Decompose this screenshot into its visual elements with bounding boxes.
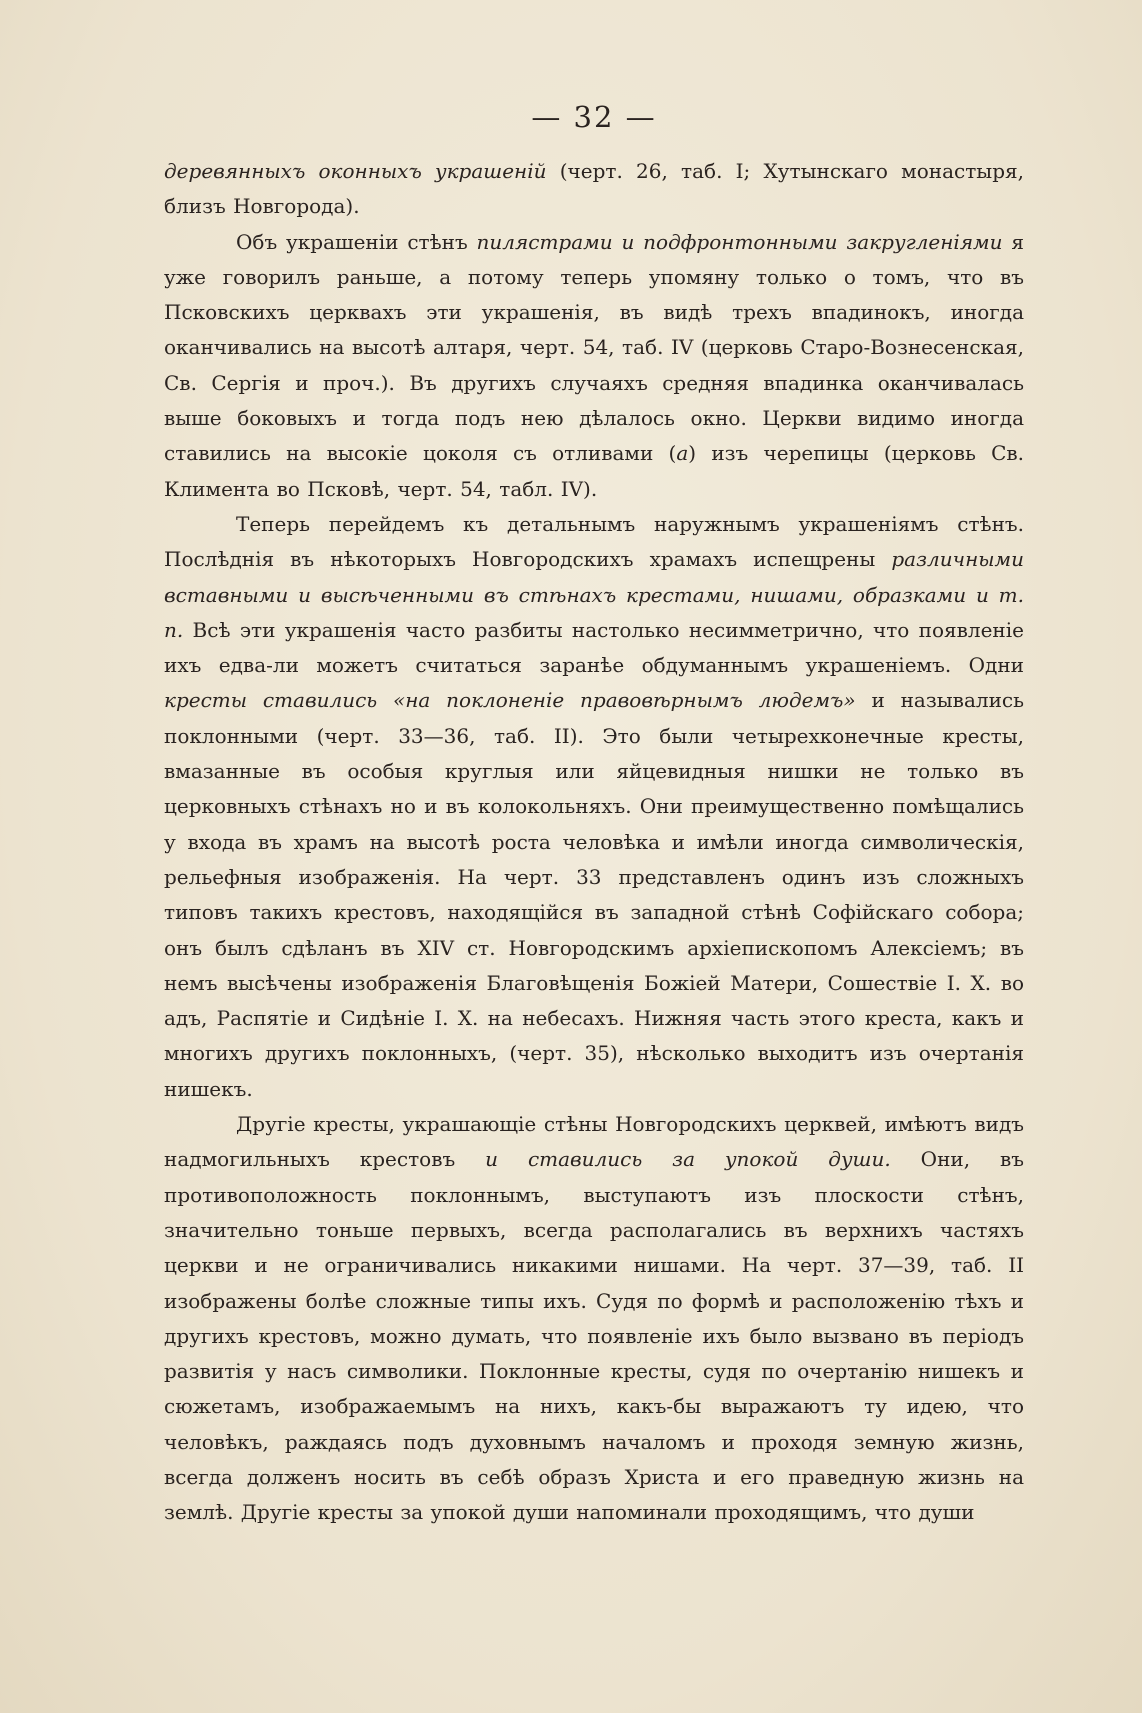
paragraph-4-run-3: Они, въ противоположность поклоннымъ, выступаютъ изъ плоскости стѣнъ, значительно тоньше первыхъ, всегда располагались въ верхнихъ частяхъ церкви и не ограничивались никакими нишами. На черт. 37—39, таб. II изображены болѣе сложные типы ихъ. Судя по формѣ и расположенiю тѣхъ и другихъ крестовъ, можно думать, что появленiе ихъ было вызвано въ перiодъ развитiя у насъ символики. Поклонные кресты, судя по очертанiю нишекъ и сюжетамъ, изображаемымъ на нихъ, какъ-бы выражаютъ ту идею, что человѣкъ, раждаясь подъ духовнымъ началомъ и проходя земную жизнь, всегда долженъ носить въ себѣ образъ Христа и его праведную жизнь на землѣ. Другiе кресты за упокой души напоминали проходящимъ, что души [164,1147,1024,1525]
paragraph-2-run-5: ) изъ черепицы (церковь Св. Климента во Псковѣ, черт. 54, табл. IV). [164,441,1024,501]
page-number: — 32 — [531,100,657,134]
paragraph-3-run-5: и назывались поклонными (черт. 33—36, таб. II). Это были четырехконечные кресты, вмазанные въ особыя круглыя или яйцевидныя нишки не только въ церковныхъ стѣнахъ но и въ колокольняхъ. Они преимущественно помѣщались у входа въ храмъ на высотѣ роста человѣка и имѣли иногда символическiя, рельефныя изображенiя. На черт. 33 представленъ одинъ изъ сложныхъ типовъ такихъ крестовъ, находящiйся въ западной стѣнѣ Софiйскаго собора; онъ былъ сдѣланъ въ XIV ст. Новгородскимъ архiепископомъ Алексiемъ; въ немъ высѣчены изображенiя Благовѣщенiя Божiей Матери, Сошествiе I. X. во адъ, Распятiе и Сидѣнiе I. X. на небесахъ. Нижняя часть этого креста, какъ и многихъ другихъ поклонныхъ, (черт. 35), нѣсколько выходитъ изъ очертанiя нишекъ. [164,688,1024,1101]
paragraph-1-run-2: (черт. 26, таб. I; Хутынскаго монастыря, близъ Новгорода). [164,159,1024,219]
paragraph-2-run-1: Объ украшенiи стѣнъ [236,229,477,254]
paragraph-1 [164,154,1024,225]
paragraph-4-run-2: и ставились за упокой души. [485,1147,891,1172]
paragraph-2 [164,225,1024,507]
paragraph-2-run-2: пилястрами и подфронтонными закругленiями [476,229,1003,254]
paragraph-4 [164,1107,1024,1531]
paragraph-4-run-1: Другiе кресты, украшающiе стѣны Новгородскихъ церквей, имѣютъ видъ надмогильныхъ крестовъ [164,1112,1024,1172]
paragraph-3-run-3: Всѣ эти украшенiя часто разбиты настолько несимметрично, что появленiе ихъ едва-ли можетъ считаться заранѣе обдуманнымъ украшенiемъ. Одни [164,617,1024,678]
paragraph-1-run-1: деревянныхъ оконныхъ украшенiй [164,159,547,183]
paragraph-2-run-3: я уже говорилъ раньше, а потому теперь упомяну только о томъ, что въ Псковскихъ церквахъ эти украшенiя, въ видѣ трехъ впадинокъ, иногда оканчивались на высотѣ алтаря, черт. 54, таб. IV (церковь Старо-Вознесенская, Св. Сергiя и проч.). Въ другихъ случаяхъ средняя впадинка оканчивалась выше боковыхъ и тогда подъ нею дѣлалось окно. Церкви видимо иногда ставились на высокiе цоколя съ отливами ( [164,229,1024,466]
paragraph-2-run-4: а [676,441,689,466]
paragraph-3-run-2: различными вставными и высѣченными въ стѣнахъ крестами, нишами, образками и т. п. [164,547,1024,642]
paragraph-3-run-1: Теперь перейдемъ къ детальнымъ наружнымъ украшенiямъ стѣнъ. Послѣднiя въ нѣкоторыхъ Новгородскихъ храмахъ испещрены [164,511,1024,572]
paragraph-3 [164,507,1024,1107]
paragraph-3-run-4: кресты ставились «на поклоненiе правовѣрнымъ людемъ» [164,688,856,713]
